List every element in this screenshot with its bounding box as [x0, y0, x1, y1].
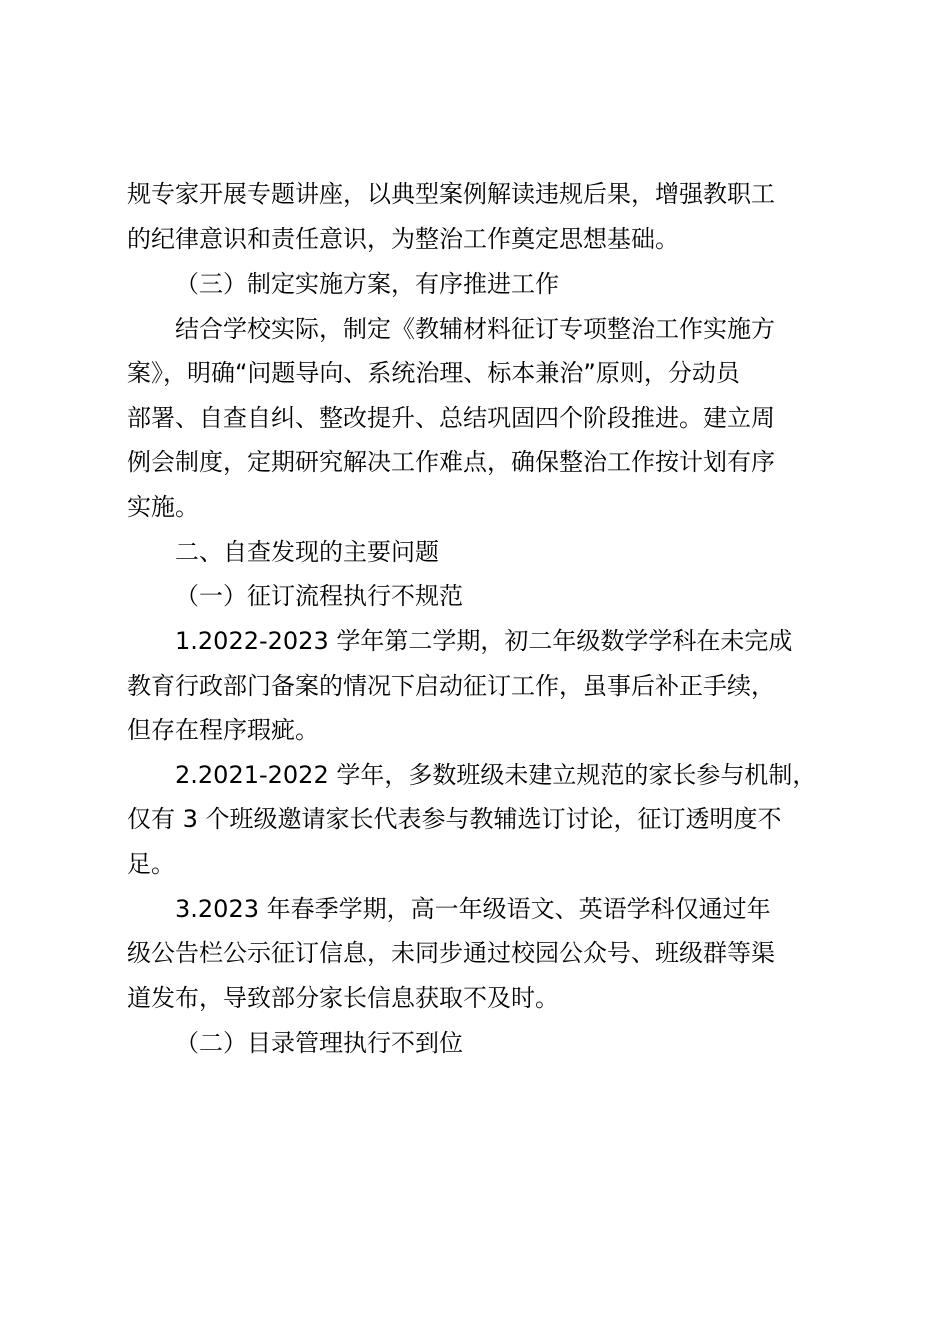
- section-heading: （二）目录管理执行不到位: [175, 1029, 463, 1057]
- body-text-line: 部署、自查自纠、整改提升、总结巩固四个阶段推进。建立周: [127, 404, 775, 432]
- body-text-line: 案》，明确“问题导向、系统治理、标本兼治”原则，分动员: [127, 359, 740, 387]
- body-text-line: 足。: [127, 850, 175, 878]
- body-text-line: 结合学校实际，制定《教辅材料征订专项整治工作实施方: [175, 315, 775, 343]
- body-text-line: 的纪律意识和责任意识，为整治工作奠定思想基础。: [127, 225, 679, 253]
- body-text-line: 级公告栏公示征订信息，未同步通过校园公众号、班级群等渠: [127, 939, 775, 967]
- body-text-line: 实施。: [127, 493, 199, 521]
- body-text-line: 2.2021-2022 学年，多数班级未建立规范的家长参与机制，: [175, 761, 817, 789]
- body-text-line: 但存在程序瑕疵。: [127, 716, 319, 744]
- chapter-heading: 二、自查发现的主要问题: [175, 538, 439, 566]
- body-text-line: 3.2023 年春季学期，高一年级语文、英语学科仅通过年: [175, 895, 771, 923]
- body-text-line: 道发布，导致部分家长信息获取不及时。: [127, 984, 559, 1012]
- section-heading: （三）制定实施方案，有序推进工作: [175, 270, 559, 298]
- body-text-line: 例会制度，定期研究解决工作难点，确保整治工作按计划有序: [127, 448, 775, 476]
- body-text-line: 教育行政部门备案的情况下启动征订工作，虽事后补正手续，: [127, 672, 775, 700]
- body-text-line: 规专家开展专题讲座，以典型案例解读违规后果，增强教职工: [127, 180, 775, 208]
- body-text-line: 仅有 3 个班级邀请家长代表参与教辅选订讨论，征订透明度不: [127, 805, 782, 833]
- section-heading: （一）征订流程执行不规范: [175, 582, 463, 610]
- body-text-line: 1.2022-2023 学年第二学期，初二年级数学学科在未完成: [175, 627, 793, 655]
